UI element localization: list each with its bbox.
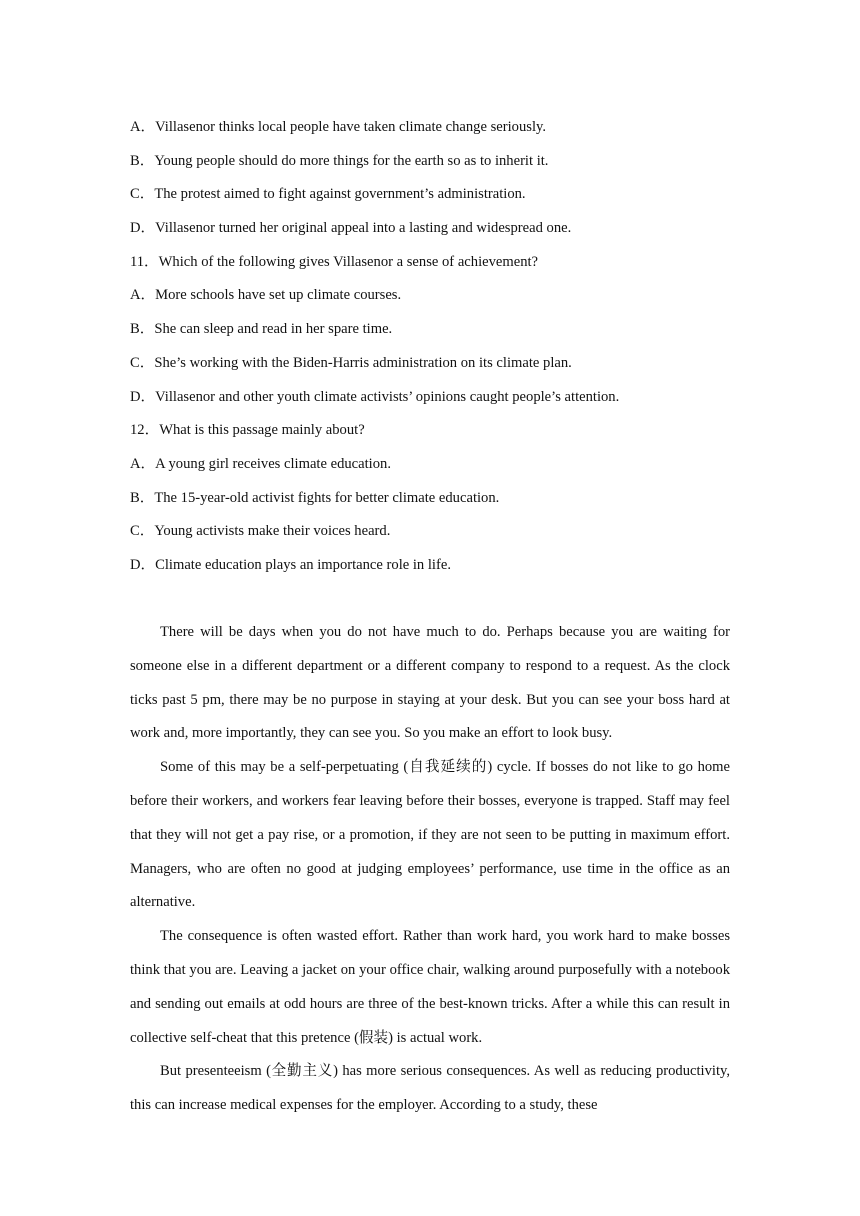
option-10b: B．Young people should do more things for the earth so as to inherit it.	[130, 152, 549, 169]
option-11c: C．She’s working with the Biden-Harris administration on its climate plan.	[130, 354, 572, 371]
option-10d: D．Villasenor turned her original appeal into a lasting and widespread one.	[130, 220, 572, 237]
reading-passage	[130, 616, 730, 1123]
option-10c: C．The protest aimed to fight against government’s administration.	[130, 186, 526, 203]
passage-paragraph-4: But presenteeism (全勤主义) has more serious consequences. As well as reducing productivity, this can increase medical expenses for the employer. According to a study, these	[130, 1063, 730, 1114]
passage-paragraph-3: The consequence is often wasted effort. Rather than work hard, you work hard to make bosses think that you are. Leaving a jacket on your office chair, walking around purposefully with a notebook and sending out emails at odd hours are three of the best-known tricks. After a while this can result in collective self-cheat that this pretence (假装) is actual work.	[130, 928, 730, 1046]
question-12: 12．What is this passage mainly about?	[130, 422, 365, 439]
option-11b: B．She can sleep and read in her spare time.	[130, 321, 393, 338]
passage-paragraph-2: Some of this may be a self-perpetuating (自我延续的) cycle. If bosses do not like to go home before their workers, and workers fear leaving before their bosses, everyone is trapped. Staff may feel that they will not get a pay rise, or a promotion, if they are not seen to be putting in maximum effort. Managers, who are often no good at judging employees’ performance, use time in the office as an alternative.	[130, 759, 730, 911]
question-list	[130, 111, 770, 583]
option-10a: A．Villasenor thinks local people have taken climate change seriously.	[130, 119, 546, 135]
passage-paragraph-1: There will be days when you do not have much to do. Perhaps because you are waiting for someone else in a different department or a different company to respond to a request. As the clock ticks past 5 pm, there may be no purpose in staying at your desk. But you can see your boss hard at work and, more importantly, they can see you. So you make an effort to look busy.	[130, 624, 730, 742]
option-12b: B．The 15-year-old activist fights for better climate education.	[130, 489, 500, 506]
question-11: 11．Which of the following gives Villasenor a sense of achievement?	[130, 253, 539, 270]
option-12c: C．Young activists make their voices heard.	[130, 523, 391, 540]
option-11a: A．More schools have set up climate courses.	[130, 287, 402, 304]
option-11d: D．Villasenor and other youth climate activists’ opinions caught people’s attention.	[130, 388, 620, 405]
option-12d: D．Climate education plays an importance role in life.	[130, 556, 451, 573]
option-12a: A．A young girl receives climate education.	[130, 455, 391, 472]
